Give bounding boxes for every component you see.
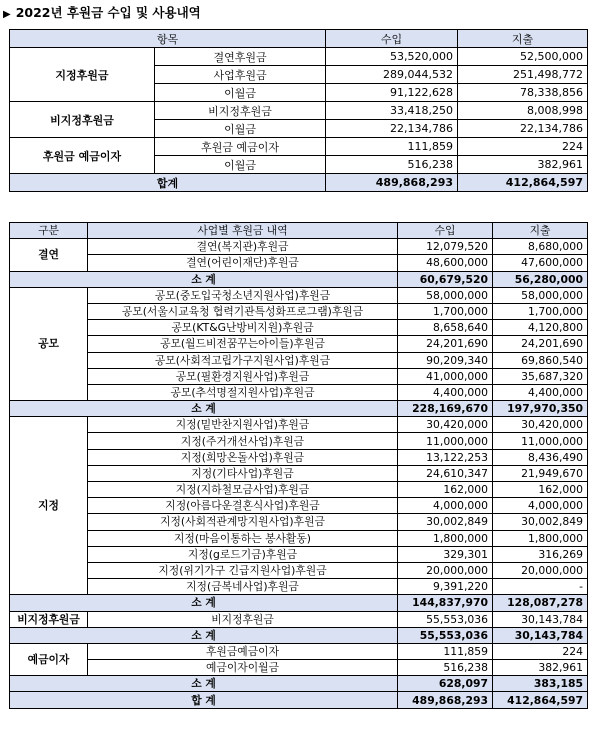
page-title-text: 2022년 후원금 수입 및 사용내역 [15,5,201,20]
detail-income-value: 4,400,000 [398,384,493,400]
detail-item-label: 지정(아름다운결혼식사업)후원금 [88,498,398,514]
summary-income-value: 33,418,250 [326,102,458,120]
detail-item-label: 지정(마음이통하는 봉사활동) [88,530,398,546]
detail-expense-value: 20,000,000 [493,562,588,578]
detail-subtotal-row [10,676,588,692]
detail-expense-value: 316,269 [493,546,588,562]
detail-income-value: 11,000,000 [398,433,493,449]
detail-row [10,660,588,676]
detail-income-value: 12,079,520 [398,239,493,255]
summary-expense-value: 8,008,998 [458,102,588,120]
detail-expense-value: 30,143,784 [493,611,588,627]
detail-row [10,611,588,627]
detail-income-value: 8,658,640 [398,320,493,336]
summary-total-expense: 412,864,597 [458,174,588,192]
detail-header-row [10,223,588,239]
summary-expense-value: 78,338,856 [458,84,588,102]
summary-income-value: 91,122,628 [326,84,458,102]
summary-group-name: 지정후원금 [10,48,155,102]
detail-item-label: 지정(지하철모금사업)후원금 [88,482,398,498]
detail-subtotal-label: 소 계 [10,627,398,643]
detail-group-name: 결연 [10,239,88,271]
detail-total-income: 489,868,293 [398,692,493,708]
detail-item-label: 지정(금복네사업)후원금 [88,579,398,595]
detail-row [10,255,588,271]
summary-row [10,102,588,120]
detail-row [10,384,588,400]
summary-item-label: 이월금 [155,84,326,102]
detail-row [10,336,588,352]
detail-total-expense: 412,864,597 [493,692,588,708]
detail-item-label: 지정(사회적관계망지원사업)후원금 [88,514,398,530]
summary-income-value: 111,859 [326,138,458,156]
detail-item-label: 공모(KT&G난방비지원)후원금 [88,320,398,336]
detail-subtotal-income: 55,553,036 [398,627,493,643]
summary-row [10,48,588,66]
detail-income-value: 516,238 [398,660,493,676]
summary-group-name: 후원금 예금이자 [10,138,155,174]
detail-expense-value: 1,700,000 [493,303,588,319]
detail-item-label: 결연(어린이재단)후원금 [88,255,398,271]
detail-income-value: 30,002,849 [398,514,493,530]
detail-item-label: 지정(주거개선사업)후원금 [88,433,398,449]
detail-income-value: 13,122,253 [398,449,493,465]
detail-income-value: 4,000,000 [398,498,493,514]
detail-subtotal-label: 소 계 [10,271,398,287]
summary-income-value: 53,520,000 [326,48,458,66]
detail-row [10,352,588,368]
detail-income-value: 55,553,036 [398,611,493,627]
detail-income-value: 111,859 [398,643,493,659]
triangle-bullet-icon: ▶ [3,9,11,20]
detail-row [10,320,588,336]
detail-row [10,303,588,319]
detail-row [10,579,588,595]
detail-expense-value: 30,420,000 [493,417,588,433]
summary-expense-value: 52,500,000 [458,48,588,66]
detail-group-name: 비지정후원금 [10,611,88,627]
summary-item-label: 이월금 [155,120,326,138]
summary-item-label: 비지정후원금 [155,102,326,120]
summary-header-income: 수입 [326,30,458,48]
detail-expense-value: 4,120,800 [493,320,588,336]
detail-subtotal-expense: 128,087,278 [493,595,588,611]
summary-expense-value: 224 [458,138,588,156]
detail-row [10,368,588,384]
detail-income-value: 1,800,000 [398,530,493,546]
summary-item-label: 결연후원금 [155,48,326,66]
detail-expense-value: 4,400,000 [493,384,588,400]
detail-income-value: 30,420,000 [398,417,493,433]
detail-total-label: 합 계 [10,692,398,708]
detail-subtotal-label: 소 계 [10,595,398,611]
detail-row [10,433,588,449]
summary-total-label: 합계 [10,174,326,192]
detail-expense-value: 58,000,000 [493,287,588,303]
summary-header-expense: 지출 [458,30,588,48]
detail-expense-value: - [493,579,588,595]
detail-income-value: 1,700,000 [398,303,493,319]
detail-row [10,530,588,546]
detail-subtotal-row [10,271,588,287]
summary-expense-value: 382,961 [458,156,588,174]
detail-row [10,465,588,481]
detail-item-label: 결연(복지관)후원금 [88,239,398,255]
detail-expense-value: 21,949,670 [493,465,588,481]
detail-table [9,222,588,709]
detail-expense-value: 224 [493,643,588,659]
detail-subtotal-income: 60,679,520 [398,271,493,287]
detail-subtotal-label: 소 계 [10,401,398,417]
detail-subtotal-label: 소 계 [10,676,398,692]
detail-item-label: 지정(g로드기금)후원금 [88,546,398,562]
summary-header-item: 항목 [10,30,326,48]
detail-row [10,514,588,530]
summary-row [10,138,588,156]
detail-subtotal-expense: 30,143,784 [493,627,588,643]
summary-total-income: 489,868,293 [326,174,458,192]
detail-income-value: 24,201,690 [398,336,493,352]
detail-expense-value: 30,002,849 [493,514,588,530]
detail-expense-value: 11,000,000 [493,433,588,449]
summary-item-label: 사업후원금 [155,66,326,84]
detail-item-label: 공모(사회적고립가구지원사업)후원금 [88,352,398,368]
detail-row [10,287,588,303]
detail-income-value: 162,000 [398,482,493,498]
detail-income-value: 20,000,000 [398,562,493,578]
page-title [3,3,201,23]
detail-income-value: 90,209,340 [398,352,493,368]
detail-item-label: 비지정후원금 [88,611,398,627]
detail-expense-value: 4,000,000 [493,498,588,514]
summary-expense-value: 22,134,786 [458,120,588,138]
detail-group-name: 지정 [10,417,88,595]
detail-row [10,562,588,578]
detail-group-name: 예금이자 [10,643,88,675]
detail-income-value: 48,600,000 [398,255,493,271]
detail-item-label: 후원금예금이자 [88,643,398,659]
detail-subtotal-expense: 197,970,350 [493,401,588,417]
summary-income-value: 516,238 [326,156,458,174]
detail-row [10,417,588,433]
detail-subtotal-row [10,627,588,643]
detail-expense-value: 8,680,000 [493,239,588,255]
detail-subtotal-row [10,401,588,417]
detail-expense-value: 162,000 [493,482,588,498]
summary-income-value: 289,044,532 [326,66,458,84]
detail-total-row [10,692,588,708]
summary-expense-value: 251,498,772 [458,66,588,84]
detail-group-name: 공모 [10,287,88,400]
detail-row [10,546,588,562]
detail-item-label: 지정(밑반찬지원사업)후원금 [88,417,398,433]
detail-income-value: 41,000,000 [398,368,493,384]
detail-subtotal-row [10,595,588,611]
detail-subtotal-income: 144,837,970 [398,595,493,611]
detail-subtotal-income: 628,097 [398,676,493,692]
detail-subtotal-income: 228,169,670 [398,401,493,417]
summary-header-row [10,30,588,48]
detail-row [10,239,588,255]
detail-item-label: 공모(서울시교육청 협력기관특성화프로그램)후원금 [88,303,398,319]
detail-header-expense: 지출 [493,223,588,239]
detail-item-label: 지정(기타사업)후원금 [88,465,398,481]
summary-group-name: 비지정후원금 [10,102,155,138]
detail-item-label: 공모(추석명절지원사업)후원금 [88,384,398,400]
detail-subtotal-expense: 56,280,000 [493,271,588,287]
summary-item-label: 이월금 [155,156,326,174]
detail-header-income: 수입 [398,223,493,239]
detail-item-label: 예금이자이월금 [88,660,398,676]
detail-expense-value: 8,436,490 [493,449,588,465]
summary-table [9,29,588,192]
detail-income-value: 24,610,347 [398,465,493,481]
detail-income-value: 329,301 [398,546,493,562]
detail-item-label: 지정(희망온돌사업)후원금 [88,449,398,465]
detail-row [10,482,588,498]
detail-row [10,643,588,659]
detail-subtotal-expense: 383,185 [493,676,588,692]
summary-total-row [10,174,588,192]
detail-expense-value: 47,600,000 [493,255,588,271]
detail-row [10,498,588,514]
summary-income-value: 22,134,786 [326,120,458,138]
detail-header-item: 사업별 후원금 내역 [88,223,398,239]
detail-income-value: 58,000,000 [398,287,493,303]
detail-item-label: 공모(월드비전꿈꾸는아이들)후원금 [88,336,398,352]
detail-header-category: 구분 [10,223,88,239]
detail-item-label: 지정(위기가구 긴급지원사업)후원금 [88,562,398,578]
detail-expense-value: 24,201,690 [493,336,588,352]
detail-item-label: 공모(필환경지원사업)후원금 [88,368,398,384]
detail-expense-value: 1,800,000 [493,530,588,546]
detail-row [10,449,588,465]
detail-income-value: 9,391,220 [398,579,493,595]
detail-expense-value: 35,687,320 [493,368,588,384]
detail-item-label: 공모(중도입국청소년지원사업)후원금 [88,287,398,303]
detail-expense-value: 69,860,540 [493,352,588,368]
summary-item-label: 후원금 예금이자 [155,138,326,156]
detail-expense-value: 382,961 [493,660,588,676]
